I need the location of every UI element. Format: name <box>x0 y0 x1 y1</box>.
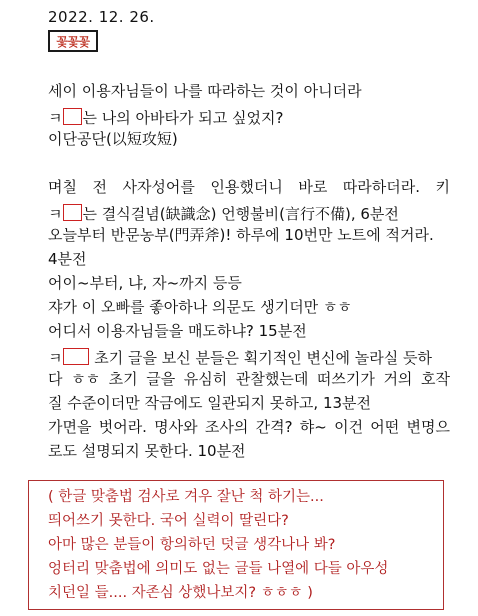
stamp-seal <box>48 30 98 52</box>
body-line-3: 이단공단(以短攻短) <box>48 130 178 148</box>
body-line-15: 로도 설명되지 못한다. 10분전 <box>48 442 246 460</box>
redaction-box <box>63 204 82 221</box>
redaction-box <box>63 108 82 125</box>
post-date: 2022. 12. 26. <box>48 8 155 26</box>
body-line-4 <box>48 180 450 195</box>
body-line-11-text: 초기 글을 보신 분들은 획기적인 변신에 놀라실 듯하 <box>94 349 432 367</box>
body-line-11 <box>48 348 432 366</box>
redaction-mark: ㅋ <box>48 349 63 367</box>
body-line-14 <box>48 420 450 435</box>
note-line-2: 띄어쓰기 못한다. 국어 실력이 딸린다? <box>48 513 289 529</box>
body-line-9: 쟈가 이 오빠를 좋아하나 의문도 생기더만 ㅎㅎ <box>48 298 352 316</box>
redaction-mark: ㅋ <box>48 109 63 127</box>
note-line-4: 엉터리 맞춤법에 의미도 없는 글들 나열에 다들 아우성 <box>48 561 389 577</box>
body-line-14-text: 가면을 벗어라. 명사와 조사의 간격? 햐~ 이건 어떤 변명으 <box>48 418 450 436</box>
body-line-2 <box>48 108 283 126</box>
body-line-12 <box>48 372 450 387</box>
note-line-3: 아마 많은 분들이 항의하던 덧글 생각나나 봐? <box>48 537 336 553</box>
note-line-1: ( 한글 맞춤법 검사로 겨우 잘난 척 하기는... <box>48 489 324 505</box>
body-line-2-text: 는 나의 아바타가 되고 싶었지? <box>82 109 284 127</box>
redaction-mark: ㅋ <box>48 205 63 223</box>
body-line-12-text: 다 ㅎㅎ 초기 글을 유심히 관찰했는데 떠쓰기가 거의 호작 <box>48 370 450 388</box>
body-line-10: 어디서 이용자님들을 매도하냐? 15분전 <box>48 322 307 340</box>
body-line-7: 4분전 <box>48 250 87 268</box>
body-line-5 <box>48 204 399 222</box>
body-line-1: 세이 이용자님들이 나를 따라하는 것이 아니더라 <box>48 82 362 100</box>
body-line-6: 오늘부터 반문농부(門弄斧)! 하루에 10번만 노트에 적거라. <box>48 226 434 244</box>
note-line-5: 치던일 들.... 자존심 상했나보지? ㅎㅎㅎ ) <box>48 585 313 601</box>
body-line-8: 어이~부터, 냐, 자~까지 등등 <box>48 274 242 292</box>
stamp-text: 꽃꽃꽃 <box>56 34 90 49</box>
body-line-5-text: 는 결식걸념(缺識念) 언행불비(言行不備), 6분전 <box>82 205 399 223</box>
redaction-box <box>63 348 89 365</box>
body-line-4-text: 며칠 전 사자성어를 인용했더니 바로 따라하더라. 키 <box>48 178 450 196</box>
body-line-13: 질 수준이더만 작금에도 일관되지 못하고, 13분전 <box>48 394 372 412</box>
